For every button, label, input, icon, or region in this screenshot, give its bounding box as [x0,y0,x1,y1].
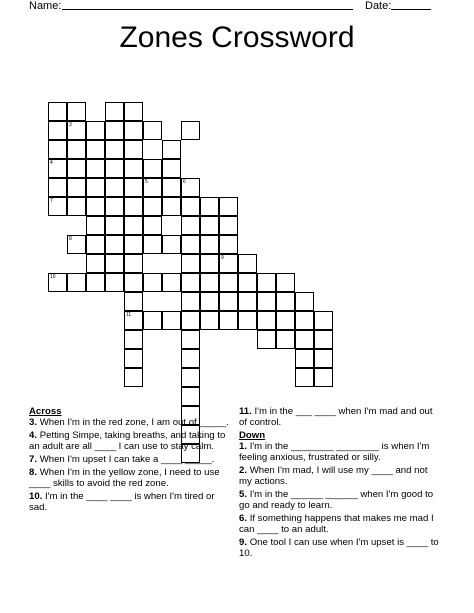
crossword-cell[interactable] [219,292,238,311]
crossword-cell[interactable] [67,197,86,216]
crossword-cell[interactable] [105,121,124,140]
clue-number: 3. [29,417,38,428]
clue-across-7 [29,454,233,465]
crossword-cell[interactable] [105,140,124,159]
crossword-cell[interactable] [200,311,219,330]
crossword-cell[interactable] [276,273,295,292]
cell-number: 5 [145,179,148,185]
crossword-cell[interactable] [124,197,143,216]
crossword-cell[interactable] [124,178,143,197]
cell-number: 3 [69,122,72,128]
crossword-cell[interactable] [105,102,124,121]
crossword-cell[interactable] [200,235,219,254]
crossword-cell[interactable] [86,216,105,235]
crossword-cell[interactable] [124,102,143,121]
crossword-cell[interactable] [314,349,333,368]
crossword-cell[interactable] [48,159,67,178]
crossword-cell[interactable] [200,273,219,292]
crossword-cell[interactable] [124,349,143,368]
crossword-cell[interactable] [143,178,162,197]
crossword-cell[interactable] [181,254,200,273]
crossword-cell[interactable] [257,330,276,349]
crossword-cell[interactable] [143,273,162,292]
crossword-cell[interactable] [48,121,67,140]
crossword-cell[interactable] [143,159,162,178]
clue-across-4 [29,430,233,452]
clue-number: 8. [29,467,38,478]
crossword-cell[interactable] [295,330,314,349]
crossword-cell[interactable] [181,387,200,406]
crossword-cell[interactable] [181,368,200,387]
down-heading: Down [239,430,266,441]
crossword-cell[interactable] [295,292,314,311]
cell-number: 6 [183,179,186,185]
name-label: Name: [29,0,62,12]
crossword-cell[interactable] [238,292,257,311]
crossword-cell[interactable] [86,140,105,159]
crossword-cell[interactable] [124,159,143,178]
crossword-cell[interactable] [67,102,86,121]
crossword-cell[interactable] [143,216,162,235]
crossword-cell[interactable] [143,197,162,216]
crossword-cell[interactable] [181,330,200,349]
clue-down-2 [239,465,439,487]
crossword-cell[interactable] [124,292,143,311]
crossword-cell[interactable] [219,273,238,292]
crossword-cell[interactable] [219,311,238,330]
clue-text: Petting Simpe, taking breaths, and taking to an adult are all ____ I can use to stay calm. [29,430,226,452]
crossword-cell[interactable] [181,273,200,292]
page-title: Zones Crossword [119,21,355,54]
crossword-cell[interactable] [105,216,124,235]
crossword-cell[interactable] [238,254,257,273]
crossword-cell[interactable] [162,159,181,178]
clue-number: 7. [29,454,38,465]
crossword-cell[interactable] [181,178,200,197]
crossword-cell[interactable] [124,368,143,387]
crossword-cell[interactable] [48,197,67,216]
crossword-cell[interactable] [257,273,276,292]
crossword-cell[interactable] [238,273,257,292]
crossword-cell[interactable] [48,178,67,197]
crossword-cell[interactable] [86,273,105,292]
crossword-cell[interactable] [219,235,238,254]
clue-across-11 [239,406,439,428]
date-label: Date: [365,0,392,12]
crossword-cell[interactable] [86,235,105,254]
crossword-cell[interactable] [105,273,124,292]
clue-number: 2. [239,465,248,476]
crossword-cell[interactable] [314,368,333,387]
clue-text: When I'm in the yellow zone, I need to use ____ skills to avoid the red zone. [29,467,220,489]
crossword-cell[interactable] [181,121,200,140]
crossword-cell[interactable] [105,178,124,197]
cell-number: 7 [50,198,53,204]
crossword-cell[interactable] [86,178,105,197]
clue-down-5 [239,489,439,511]
crossword-cell[interactable] [181,311,200,330]
crossword-cell[interactable] [162,273,181,292]
crossword-cell[interactable] [67,235,86,254]
crossword-cell[interactable] [105,235,124,254]
clue-text: When I'm upset I can take a ____ _____. [39,454,215,465]
clue-text: I'm in the ____ ____ is when I'm tired or sad. [29,491,215,513]
right-clues [239,406,439,561]
crossword-cell[interactable] [295,368,314,387]
crossword-cell[interactable] [67,140,86,159]
crossword-cell[interactable] [181,235,200,254]
crossword-cell[interactable] [162,140,181,159]
across-clues [29,406,233,515]
crossword-cell[interactable] [86,254,105,273]
clue-down-1 [239,441,439,463]
crossword-cell[interactable] [143,121,162,140]
crossword-cell[interactable] [181,216,200,235]
crossword-cell[interactable] [162,235,181,254]
clue-number: 5. [239,489,248,500]
crossword-cell[interactable] [105,159,124,178]
clue-number: 11. [239,406,252,417]
clue-down-6 [239,513,439,535]
clue-down-9 [239,537,439,559]
crossword-cell[interactable] [86,121,105,140]
crossword-cell[interactable] [295,349,314,368]
crossword-cell[interactable] [276,330,295,349]
cell-number: 10 [50,274,56,280]
crossword-cell[interactable] [257,292,276,311]
cell-number: 9 [221,255,224,261]
crossword-cell[interactable] [67,159,86,178]
crossword-cell[interactable] [67,178,86,197]
crossword-cell[interactable] [124,140,143,159]
crossword-cell[interactable] [219,254,238,273]
crossword-cell[interactable] [105,197,124,216]
clue-number: 6. [239,513,248,524]
crossword-cell[interactable] [67,121,86,140]
crossword-cell[interactable] [219,197,238,216]
crossword-cell[interactable] [48,140,67,159]
crossword-cell[interactable] [314,311,333,330]
crossword-cell[interactable] [143,235,162,254]
clue-text: I'm in the ___ ____ when I'm mad and out of control. [239,406,433,428]
crossword-cell[interactable] [162,178,181,197]
crossword-cell[interactable] [86,197,105,216]
crossword-cell[interactable] [162,311,181,330]
crossword-cell[interactable] [124,216,143,235]
crossword-cell[interactable] [181,197,200,216]
crossword-cell[interactable] [124,273,143,292]
clue-number: 9. [239,537,248,548]
crossword-cell[interactable] [181,349,200,368]
clue-across-8 [29,467,233,489]
clue-text: One tool I can use when I'm upset is ____ to 10. [239,537,439,559]
crossword-cell[interactable] [295,311,314,330]
crossword-cell[interactable] [200,216,219,235]
crossword-cell[interactable] [124,235,143,254]
crossword-cell[interactable] [181,292,200,311]
crossword-cell[interactable] [48,102,67,121]
clue-text: If something happens that makes me mad I can ____ to an adult. [239,513,434,535]
crossword-cell[interactable] [86,159,105,178]
cell-number: 11 [126,312,132,318]
crossword-cell[interactable] [143,311,162,330]
cell-number: 8 [69,236,72,242]
crossword-cell[interactable] [67,273,86,292]
clue-number: 10. [29,491,43,502]
crossword-cell[interactable] [124,121,143,140]
clue-text: When I'm mad, I will use my ____ and not my actions. [239,465,428,487]
crossword-cell[interactable] [124,254,143,273]
crossword-cell[interactable] [276,311,295,330]
crossword-cell[interactable] [124,311,143,330]
clue-text: I'm in the ______ ______ when I'm good to go and ready to learn. [239,489,434,511]
crossword-cell[interactable] [200,254,219,273]
crossword-cell[interactable] [162,197,181,216]
crossword-cell[interactable] [124,330,143,349]
crossword-cell[interactable] [314,330,333,349]
crossword-cell[interactable] [48,273,67,292]
crossword-cell[interactable] [238,311,257,330]
crossword-cell[interactable] [257,311,276,330]
crossword-cell[interactable] [219,216,238,235]
clue-number: 4. [29,430,38,441]
clue-text: When I'm in the red zone, I am out of _____. [39,417,229,428]
clue-number: 1. [239,441,248,452]
crossword-cell[interactable] [105,254,124,273]
crossword-cell[interactable] [200,292,219,311]
clue-across-10 [29,491,233,513]
clue-across-3 [29,417,233,428]
crossword-cell[interactable] [276,292,295,311]
crossword-cell[interactable] [200,197,219,216]
clue-text: I'm in the ________ ________ is when I'm feeling anxious, frustrated or silly. [239,441,430,463]
across-heading: Across [29,406,62,417]
cell-number: 4 [50,160,53,166]
